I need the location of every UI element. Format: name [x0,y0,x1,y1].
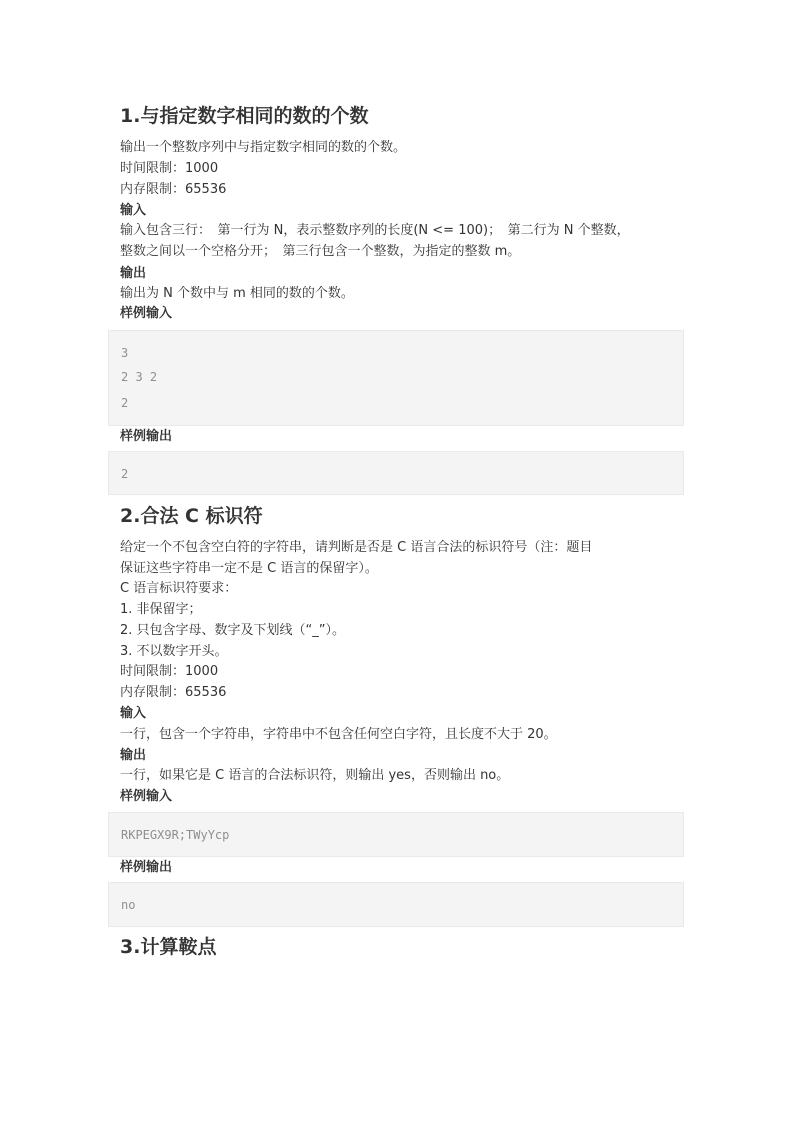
code-line: 2 3 2 [121,370,158,384]
problem-1-title: 1.与指定数字相同的数的个数 [120,105,369,127]
problem-2-sample-input-box [108,812,684,857]
problem-2-time-limit: 时间限制：1000 [120,664,219,679]
problem-2-output-label: 输出 [120,748,147,763]
code-line: no [121,898,136,912]
problem-1-input-text-line-1: 输入包含三行： 第一行为 N，表示整数序列的长度(N <= 100)； 第二行为 N 个整数， [120,223,630,238]
problem-1-input-text-line-2: 整数之间以一个空格分开； 第三行包含一个整数，为指定的整数 m。 [120,244,521,259]
problem-2-sample-input-label: 样例输入 [120,789,173,804]
problem-1-sample-output-label: 样例输出 [120,429,173,444]
code-line: 2 [121,396,129,410]
problem-1-memory-limit: 内存限制：65536 [120,182,227,197]
problem-2-description-line-4: 1. 非保留字； [120,602,202,617]
code-line: 2 [121,467,129,481]
problem-1-sample-input-label: 样例输入 [120,306,173,321]
problem-1-sample-output-box [108,451,684,495]
problem-2-output-text: 一行，如果它是 C 语言的合法标识符，则输出 yes，否则输出 no。 [120,768,510,783]
problem-2-title: 2.合法 C 标识符 [120,505,263,527]
problem-2-input-label: 输入 [120,706,147,721]
problem-1-input-label: 输入 [120,203,147,218]
problem-1-output-label: 输出 [120,266,147,281]
problem-2-memory-limit: 内存限制：65536 [120,685,227,700]
problem-1-sample-input-box [108,330,684,426]
problem-3-title: 3.计算鞍点 [120,936,217,958]
problem-2-description-line-6: 3. 不以数字开头。 [120,644,228,659]
problem-1-output-text: 输出为 N 个数中与 m 相同的数的个数。 [120,286,354,301]
problem-2-description-line-3: C 语言标识符要求： [120,581,238,596]
problem-2-sample-output-label: 样例输出 [120,860,173,875]
problem-2-description-line-2: 保证这些字符串一定不是 C 语言的保留字）。 [120,561,378,576]
code-line: 3 [121,346,129,360]
problem-2-description-line-5: 2. 只包含字母、数字及下划线（“_”）。 [120,623,346,638]
code-line: RKPEGX9R;TWyYcp [121,828,230,842]
problem-2-description-line-1: 给定一个不包含空白符的字符串，请判断是否是 C 语言合法的标识符号（注：题目 [120,540,593,555]
problem-1-description: 输出一个整数序列中与指定数字相同的数的个数。 [120,140,407,155]
problem-2-input-text: 一行，包含一个字符串，字符串中不包含任何空白字符，且长度不大于 20。 [120,727,557,742]
problem-2-sample-output-box [108,882,684,927]
problem-1-time-limit: 时间限制：1000 [120,161,219,176]
